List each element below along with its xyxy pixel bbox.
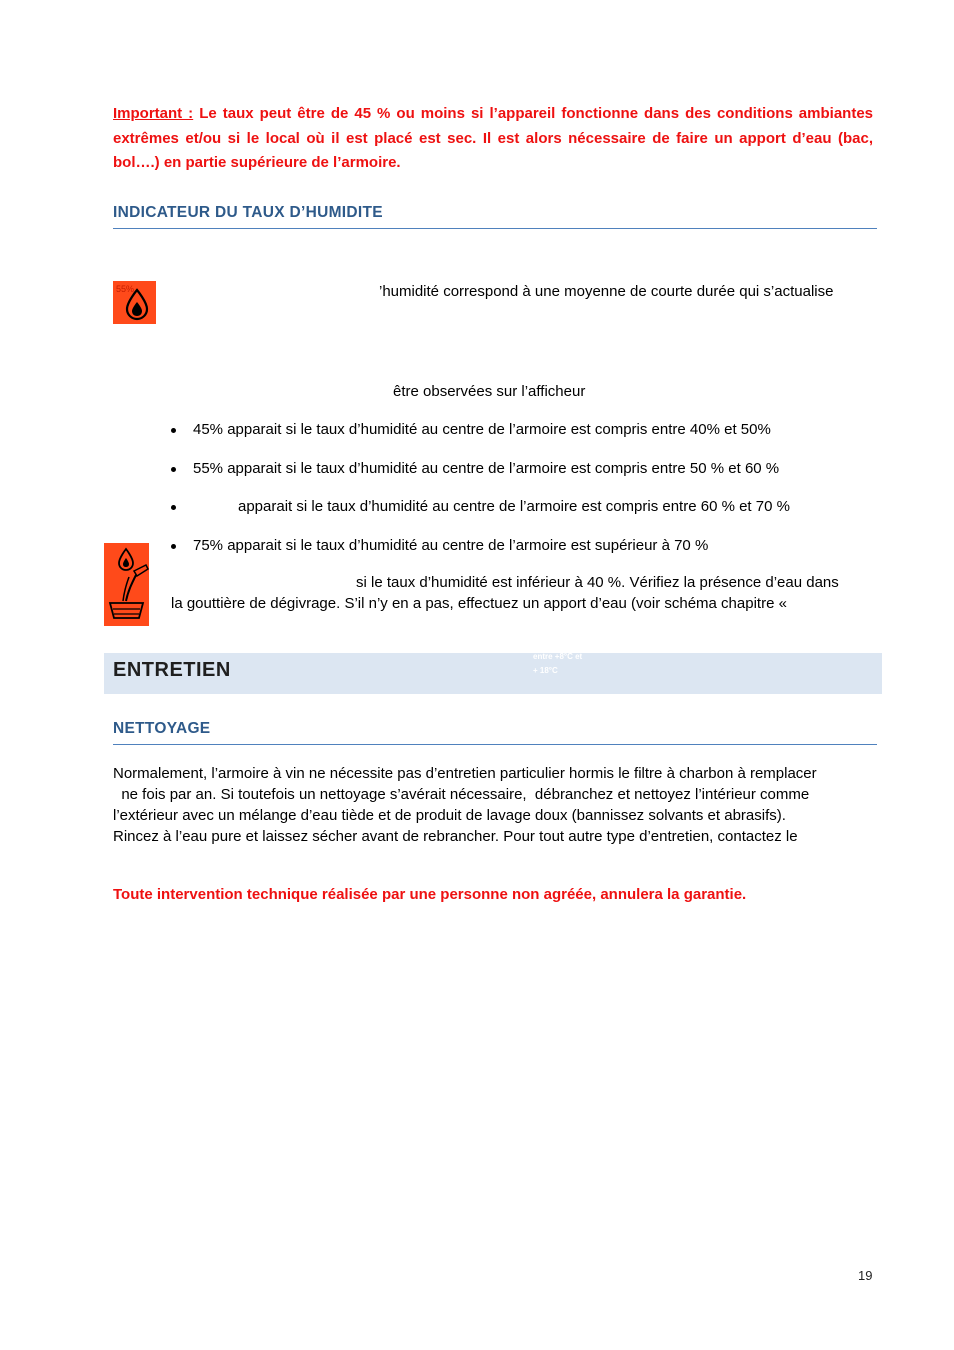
bullet-dot	[171, 428, 176, 433]
paragraph-line: Normalement, l’armoire à vin ne nécessite pas d’entretien particulier hormis le filtre à charbon à remplacer	[113, 765, 817, 782]
warranty-warning: Toute intervention technique réalisée par une personne non agréée, annulera la garantie.	[113, 886, 747, 903]
list-item	[193, 459, 779, 479]
section-title-entretien: ENTRETIEN	[113, 659, 231, 681]
bullet-dot	[171, 505, 176, 510]
ghost-text-line: entre +8°C et	[533, 652, 583, 661]
water-fill-icon	[104, 543, 149, 626]
bullet-dot	[171, 544, 176, 549]
ghost-text-line: + 18°C	[533, 666, 558, 675]
important-notice	[113, 102, 873, 176]
nettoyage-paragraph	[113, 763, 873, 847]
humidity-paragraph-3-line-1: si le taux d’humidité est inférieur à 40 %. Vérifiez la présence d’eau dans	[356, 574, 839, 591]
water-drop-icon	[113, 281, 156, 324]
section-heading-indicateur: INDICATEUR DU TAUX D’HUMIDITE	[113, 204, 877, 229]
humidity-paragraph-3-line-2: la gouttière de dégivrage. S’il n’y en a pas, effectuez un apport d’eau (voir schéma chapitre «	[171, 595, 787, 612]
list-item	[238, 497, 790, 517]
humidity-paragraph-2: être observées sur l’afficheur	[393, 383, 586, 400]
list-item	[193, 420, 771, 440]
list-item-text: apparait si le taux d’humidité au centre de l’armoire est compris entre 60 % et 70 %	[238, 498, 790, 515]
paragraph-line: ne fois par an. Si toutefois un nettoyage s’avérait nécessaire, débranchez et nettoyez l’intérieur comme	[113, 786, 810, 803]
humidity-drop-icon	[113, 281, 156, 324]
icon-percent-label: 55%	[116, 284, 135, 294]
ghost-text	[533, 650, 582, 678]
paragraph-line: Rincez à l’eau pure et laissez sécher avant de rebrancher. Pour tout autre type d’entretien, contactez le	[113, 828, 798, 845]
list-item-text: 45% apparait si le taux d’humidité au centre de l’armoire est compris entre 40% et 50%	[193, 421, 771, 438]
section-heading-nettoyage: NETTOYAGE	[113, 720, 877, 745]
water-refill-icon	[104, 543, 149, 626]
list-item	[193, 536, 708, 556]
paragraph-line: l’extérieur avec un mélange d’eau tiède et de produit de lavage doux (bannissez solvants et abrasifs).	[113, 807, 786, 824]
bullet-dot	[171, 467, 176, 472]
page-number: 19	[858, 1268, 873, 1283]
list-item-text: 55% apparait si le taux d’humidité au centre de l’armoire est compris entre 50 % et 60 %	[193, 460, 780, 477]
humidity-paragraph-1: ’humidité correspond à une moyenne de courte durée qui s’actualise	[379, 283, 834, 300]
important-label: Important :	[113, 105, 194, 122]
list-item-text: 75% apparait si le taux d’humidité au centre de l’armoire est supérieur à 70 %	[193, 537, 709, 554]
important-text: Le taux peut être de 45 % ou moins si l’appareil fonctionne dans des conditions ambiantes extrêmes et/ou si le local où il est placé est sec. Il est alors nécessaire de faire un apport d’eau (bac, bol….) en partie supérieure de l’armoire.	[113, 105, 873, 171]
